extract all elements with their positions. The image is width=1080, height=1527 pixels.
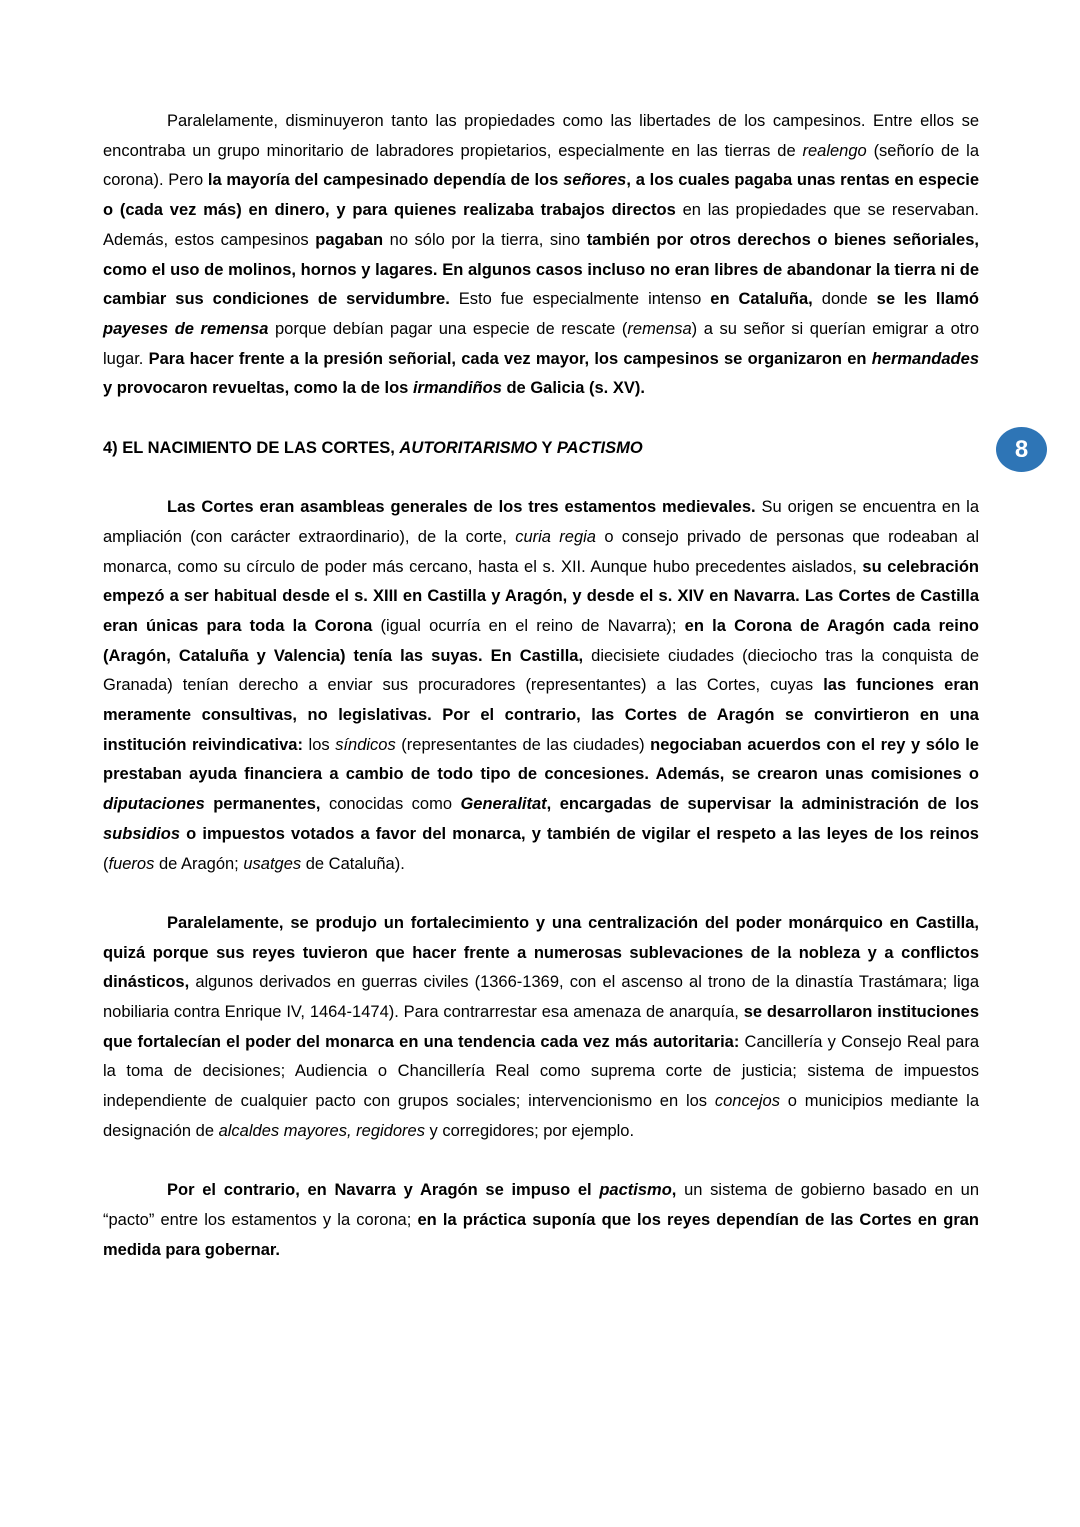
text-run: y provocaron revueltas, como la de los (103, 379, 413, 398)
paragraph-campesinos (103, 107, 979, 404)
text-run: negociaban acuerdos con el rey y sólo le prestaban ayuda financiera a cambio de todo tipo de concesiones. Además, se crearon unas comisiones o (103, 735, 979, 784)
text-run: Y (537, 438, 557, 457)
text-run: concejos (714, 1092, 780, 1111)
text-run: Paralelamente, se produjo un fortalecimiento y una centralización del poder monárquico en Castilla, quizá porque sus reyes tuvieron que hacer frente a numerosas sublevaciones de la nobleza y a conflictos dinásticos, (103, 913, 979, 992)
text-run: fueros (108, 854, 155, 873)
text-run: realengo (802, 141, 867, 160)
paragraph-cortes (103, 493, 979, 879)
text-run: se desarrollaron instituciones que fortalecían el poder del monarca en una tendencia cada vez más autoritaria: (103, 1003, 979, 1051)
text-run: Su origen se encuentra en la ampliación (con carácter extraordinario), de la corte, (103, 498, 979, 546)
text-run: algunos derivados en guerras civiles (1366-1369, con el ascenso al trono de la dinastía Trastámara; liga nobiliaria contra Enrique IV, 1464-1474). Para contrarrestar esa amenaza de anarquía, (103, 973, 979, 1022)
text-run: en Cataluña, (710, 290, 813, 309)
text-run: o consejo privado de personas que rodeaban al monarca, como su círculo de poder más cercano, hasta el s. XII. Aunque hubo precedentes aislados, (103, 527, 980, 576)
text-run: Por el contrario, en Navarra y Aragón se impuso el (167, 1181, 600, 1200)
text-run: Esto fue especialmente intenso (449, 290, 711, 309)
text-run: síndicos (335, 735, 396, 754)
paragraph-pactismo (103, 1176, 979, 1265)
text-run: conocidas como (320, 795, 461, 814)
text-run: o impuestos votados a favor del monarca, y también de vigilar el respeto a las leyes de los reinos (180, 824, 979, 843)
text-run: (representantes de las ciudades) (395, 735, 651, 754)
text-run: subsidios (103, 824, 181, 843)
text-run: diputaciones (103, 795, 205, 814)
text-run: en la Corona de Aragón cada reino (Aragón, Cataluña y Valencia) tenía las suyas. En Castilla, (103, 616, 979, 665)
heading-nacimiento-cortes (103, 434, 979, 464)
text-run: payeses de remensa (103, 319, 269, 338)
text-run: Las Cortes eran asambleas generales de los tres estamentos medievales. (167, 498, 756, 517)
text-run: y corregidores; por ejemplo. (424, 1121, 635, 1140)
text-run: alcaldes mayores, regidores (218, 1121, 425, 1140)
paragraph-centralizacion (103, 909, 979, 1147)
text-run: las funciones eran meramente consultivas, no legislativas. Por el contrario, las Cortes de Aragón se convirtieron en una institución reivindicativa: (103, 676, 979, 754)
text-run: también por otros derechos o bienes señoriales, como el uso de molinos, hornos y lagares. En algunos casos incluso no eran libres de abandonar la tierra ni de cambiar sus condiciones de servidumbre. (103, 230, 979, 309)
text-run: un sistema de gobierno basado en un “pacto” entre los estamentos y la corona; (103, 1181, 979, 1229)
text-run: irmandiños (412, 379, 502, 398)
page-number: 8 (1014, 435, 1029, 463)
text-run: Generalitat (460, 795, 547, 814)
document-content (103, 107, 979, 1295)
text-run: de Aragón; (154, 854, 244, 873)
text-run: señores (563, 171, 627, 190)
text-run: , a los cuales pagaba unas rentas en especie o (cada vez más) en dinero, y para quienes realizaba trabajos directos (103, 171, 980, 220)
text-run: Paralelamente, disminuyeron tanto las propiedades como las libertades de los campesinos. Entre ellos se encontraba un grupo minoritario de labradores propietarios, especialmente en las tierras de (103, 112, 979, 160)
text-run: su celebración empezó a ser habitual desde el s. XIII en Castilla y Aragón, y desde el s. XIV en Navarra. Las Cortes de Castilla eran únicas para toda la Corona (103, 557, 979, 635)
text-run: donde (812, 290, 877, 309)
text-run: Para hacer frente a la presión señorial, cada vez mayor, los campesinos se organizaron en (148, 349, 872, 368)
text-run: en las propiedades que se reservaban. Además, estos campesinos (103, 201, 979, 249)
text-run: de Galicia (s. XV). (501, 379, 645, 398)
text-run: o municipios mediante la designación de (103, 1092, 980, 1140)
page-number-badge (996, 427, 1047, 472)
text-run: , (671, 1181, 677, 1200)
text-run: , encargadas de supervisar la administración de los (546, 795, 979, 814)
text-run: ( (103, 854, 109, 873)
text-run: PACTISMO (556, 438, 643, 457)
text-run: ) a su señor si querían emigrar a otro lugar. (103, 319, 979, 368)
text-run: pactismo (599, 1181, 672, 1200)
text-run: diecisiete ciudades (dieciocho tras la conquista de Granada) tenían derecho a enviar sus procuradores (representantes) a las Cortes, cuyas (103, 646, 980, 695)
text-run: usatges (243, 854, 302, 873)
text-run: curia regia (515, 527, 596, 546)
text-run: porque debían pagar una especie de rescate ( (268, 319, 628, 338)
text-run: pagaban (315, 230, 384, 249)
text-run: hermandades (871, 349, 979, 368)
text-run: de Cataluña). (301, 854, 405, 873)
text-run: (señorío de la corona). Pero (103, 141, 979, 190)
text-run: los (302, 735, 336, 754)
text-run: Cancillería y Consejo Real para la toma de decisiones; Audiencia o Chancillería Real como suprema corte de justicia; sistema de impuestos independiente de cualquier pacto con grupos sociales; intervencionismo en los (103, 1032, 980, 1111)
text-run: remensa (627, 319, 692, 338)
text-run: AUTORITARISMO (399, 438, 538, 457)
text-run: la mayoría del campesinado dependía de los (207, 171, 564, 190)
text-run: (igual ocurría en el reino de Navarra); (372, 616, 685, 635)
text-run: se les llamó (876, 290, 979, 309)
text-run: no sólo por la tierra, sino (383, 230, 587, 249)
text-run: en la práctica suponía que los reyes dependían de las Cortes en gran medida para gobernar. (103, 1210, 979, 1259)
text-run: 4) EL NACIMIENTO DE LAS CORTES, (103, 438, 400, 457)
text-run: permanentes, (204, 795, 321, 814)
